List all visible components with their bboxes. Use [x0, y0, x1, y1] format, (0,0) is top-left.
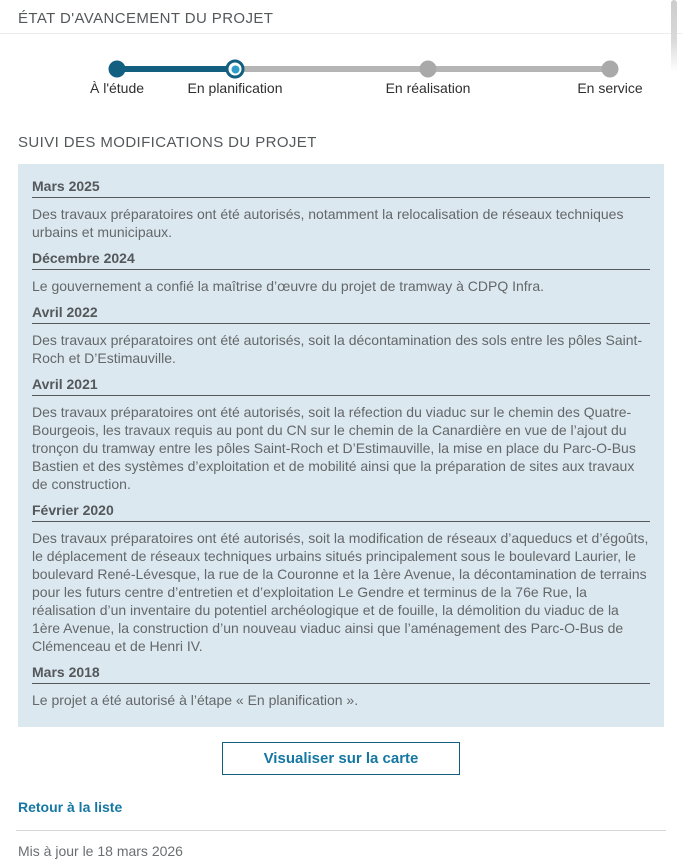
view-on-map-button[interactable]: Visualiser sur la carte [222, 742, 461, 775]
footer-divider [16, 830, 666, 831]
progress-section-title: ÉTAT D'AVANCEMENT DU PROJET [18, 10, 274, 27]
timeline-entry [32, 304, 650, 367]
entry-date: Décembre 2024 [32, 250, 650, 270]
entry-date: Avril 2021 [32, 376, 650, 396]
progress-stepper [0, 44, 682, 96]
step-label: En réalisation [385, 80, 471, 96]
entry-text: Le gouvernement a confié la maîtrise d’œuvre du projet de tramway à CDPQ Infra. [32, 278, 545, 294]
step-completed-dot-icon [109, 61, 126, 78]
entry-date: Mars 2018 [32, 664, 650, 684]
title-divider [0, 33, 682, 34]
timeline-entry [32, 664, 650, 709]
back-to-list-link[interactable]: Retour à la liste [18, 799, 123, 815]
timeline-entry [32, 178, 650, 241]
entry-text: Des travaux préparatoires ont été autorisés, soit la réfection du viaduc sur le chemin des Quatre-Bourgeois, les travaux requis au pont du CN sur le chemin de la Canardière en vue de l’ajout du tronçon du tramway entre les pôles Saint-Roch et D’Estimauville, la mise en place du Parc-O-Bus Bastien et des systèmes d’exploitation et de mobilité ainsi que la préparation de sites aux travaux de construction. [32, 404, 636, 492]
entry-text: Des travaux préparatoires ont été autorisés, notamment la relocalisation de réseaux techniques urbains et municipaux. [32, 206, 624, 240]
step-label: À l'étude [89, 80, 145, 96]
entry-text: Le projet a été autorisé à l’étape « En planification ». [32, 692, 359, 708]
entry-date: Avril 2022 [32, 304, 650, 324]
entry-text: Des travaux préparatoires ont été autorisés, soit la décontamination des sols entre les pôles Saint-Roch et D’Estimauville. [32, 332, 643, 366]
step-upcoming-dot-icon [602, 61, 619, 78]
timeline-entry [32, 502, 650, 655]
step-label: En planification [187, 80, 283, 96]
modifications-panel [18, 164, 664, 727]
step-current-dot-icon [226, 60, 245, 79]
step-upcoming-dot-icon [420, 61, 437, 78]
stepper-track-completed [117, 66, 235, 72]
entry-text: Des travaux préparatoires ont été autorisés, soit la modification de réseaux d’aqueducs et d’égoûts, le déplacement de réseaux techniques urbains situés principalement sous le boulevard Laurier, le boulevard René-Lévesque, la rue de la Couronne et la 1ère Avenue, la décontamination de terrains pour les futurs centre d’entretien et d’exploitation Le Gendre et terminus de la 76e Rue, la réalisation d’un inventaire du potentiel archéologique et de fouille, la démolition du viaduc de la 1ère Avenue, la construction d’un nouveau viaduc ainsi que l’aménagement des Parc-O-Bus de Clémenceau et de Henri IV. [32, 530, 649, 654]
last-updated-text: Mis à jour le 18 mars 2026 [18, 843, 183, 859]
step-current-inner-dot-icon [231, 65, 239, 73]
modifications-section-title: SUIVI DES MODIFICATIONS DU PROJET [18, 134, 317, 151]
step-label: En service [577, 80, 643, 96]
timeline-entry [32, 376, 650, 493]
map-button-row [0, 742, 682, 775]
timeline-entry [32, 250, 650, 295]
entry-date: Mars 2025 [32, 178, 650, 198]
entry-date: Février 2020 [32, 502, 650, 522]
